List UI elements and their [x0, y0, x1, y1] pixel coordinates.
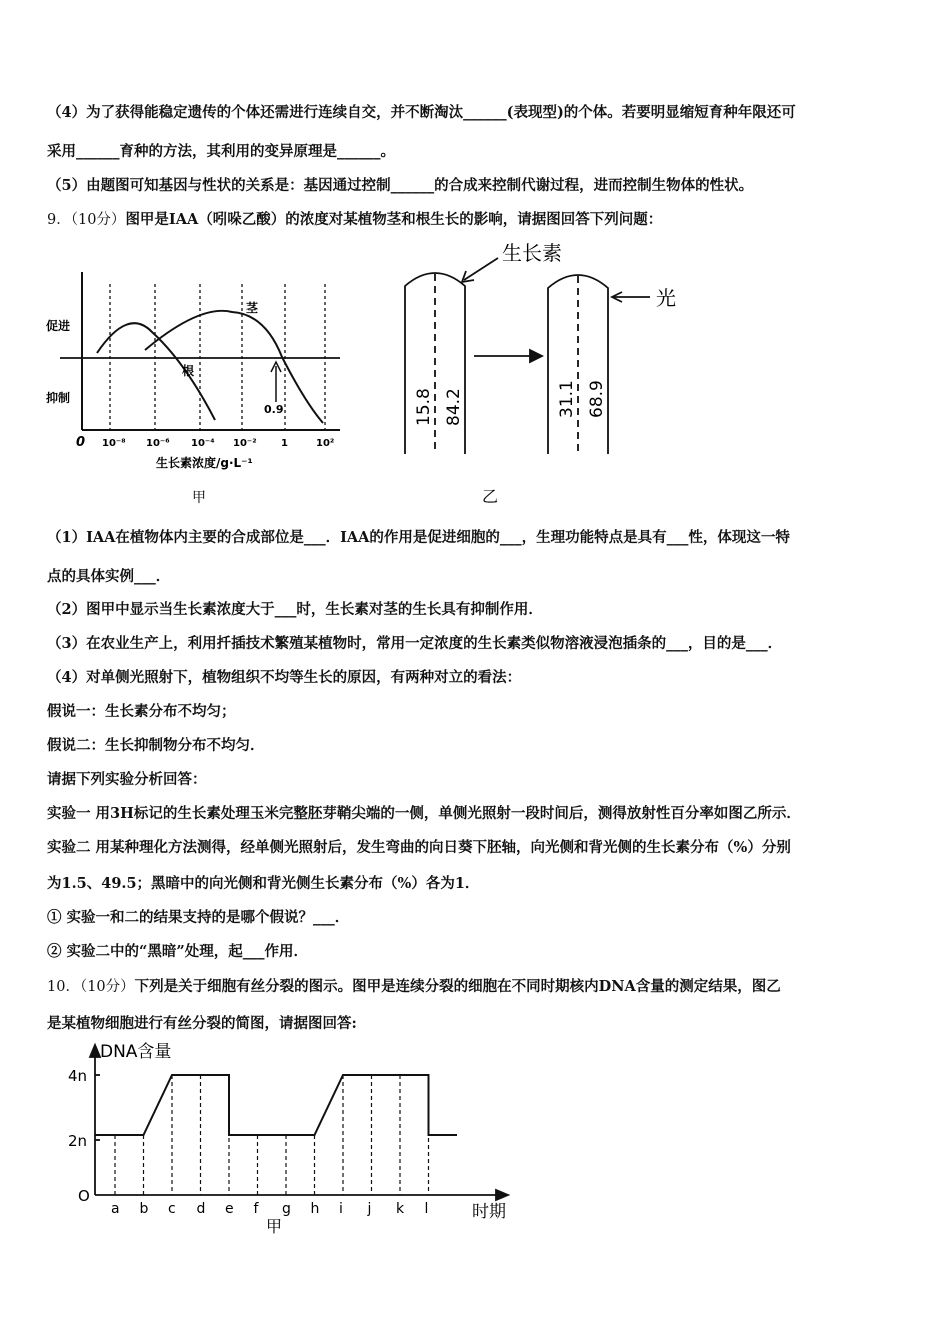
q10-number: 10．（10分） — [47, 979, 135, 995]
dna-caption: 甲 — [266, 1217, 283, 1236]
yi-light-label: 光 — [656, 286, 676, 310]
jia-origin-label: 0 — [76, 435, 86, 450]
yi-left-value-a: 15.8 — [414, 388, 434, 426]
yi-auxin-pointer — [464, 258, 498, 280]
q9-p1-line2: 点的具体实例___． — [47, 568, 171, 585]
q9-sub-1: ① 实验一和二的结果支持的是哪个假说？___． — [47, 909, 350, 926]
q9-p2: （2）图甲中显示当生长素浓度大于___时，生长素对茎的生长具有抑制作用． — [47, 601, 543, 618]
jia-root-label: 根 — [182, 364, 195, 378]
yi-auxin-label: 生长素 — [502, 241, 562, 265]
dna-x-tick-j: j — [367, 1201, 372, 1217]
q9-hypothesis-1: 假说一：生长素分布不均匀； — [47, 703, 236, 720]
dna-x-tick-e: e — [225, 1201, 234, 1217]
dna-x-tick-g: g — [282, 1201, 291, 1217]
q9-p1-line1: （1）IAA在植物体内主要的合成部位是___．IAA的作用是促进细胞的___，生理功能特点是具有___性，体现这一特 — [47, 529, 790, 546]
jia-inhibit-label: 抑制 — [46, 391, 71, 405]
jia-tick-label: 10² — [316, 438, 335, 449]
q9-experiment-1: 实验一 用3H标记的生长素处理玉米完整胚芽鞘尖端的一侧，单侧光照射一段时间后，测得放射性百分率如图乙所示． — [47, 805, 801, 822]
q8-p5: （5）由题图可知基因与性状的关系是：基因通过控制______的合成来控制代谢过程，进而控制生物体的性状。 — [47, 177, 754, 194]
dna-x-tick-d: d — [196, 1201, 206, 1217]
dna-2n-label: 2n — [68, 1132, 88, 1150]
figure-yi — [390, 238, 710, 510]
dna-x-arrowhead — [496, 1190, 508, 1200]
dna-series-line — [95, 1075, 457, 1135]
dna-4n-label: 4n — [68, 1067, 88, 1085]
dna-origin-label: O — [78, 1187, 90, 1205]
dna-y-arrowhead — [90, 1045, 100, 1057]
q9-stem-text: 图甲是IAA（吲哚乙酸）的浓度对某植物茎和根生长的影响，请据图回答下列问题： — [125, 211, 663, 228]
dna-x-tick-b: b — [139, 1201, 149, 1217]
yi-process-arrowhead — [530, 350, 542, 362]
q9-ask: 请据下列实验分析回答： — [47, 771, 207, 788]
yi-right-value-b: 68.9 — [587, 380, 607, 418]
q9-experiment-2-line1: 实验二 用某种理化方法测得，经单侧光照射后，发生弯曲的向日葵下胚轴，向光侧和背光侧的生长素分布（%）分别 — [47, 839, 791, 856]
dna-x-label: 时期 — [472, 1202, 506, 1222]
yi-caption: 乙 — [482, 487, 499, 506]
jia-stem-curve — [145, 311, 323, 423]
jia-caption: 甲 — [192, 490, 206, 506]
dna-x-tick-i: i — [339, 1201, 343, 1217]
jia-marker-label: 0.9 — [264, 403, 284, 416]
q9-p3: （3）在农业生产上，利用扦插技术繁殖某植物时，常用一定浓度的生长素类似物溶液浸泡插条的___，目的是___． — [47, 635, 783, 652]
q8-p4-line2: 采用______育种的方法，其利用的变异原理是______。 — [47, 143, 395, 160]
jia-stem-label: 茎 — [246, 301, 259, 315]
dna-x-tick-f: f — [253, 1201, 259, 1217]
q9-number: 9．（10分） — [47, 212, 126, 228]
jia-tick-label: 10⁻⁶ — [146, 438, 170, 449]
dna-content-chart — [60, 1035, 530, 1245]
jia-root-curve — [97, 323, 215, 420]
yi-right-value-a: 31.1 — [557, 380, 577, 418]
dna-y-label: DNA含量 — [100, 1042, 172, 1062]
q9-experiment-2-line2: 为1.5、49.5；黑暗中的向光侧和背光侧生长素分布（%）各为1． — [47, 875, 480, 892]
jia-x-label: 生长素浓度/g·L⁻¹ — [156, 456, 253, 470]
figure-jia — [40, 262, 350, 512]
q9-sub-2: ② 实验二中的“黑暗”处理，起___作用． — [47, 943, 308, 960]
dna-x-tick-h: h — [310, 1201, 320, 1217]
jia-tick-label: 10⁻² — [233, 438, 257, 449]
q8-p4-line1: （4）为了获得能稳定遗传的个体还需进行连续自交，并不断淘汰______(表现型)的个体。若要明显缩短育种年限还可 — [47, 104, 796, 121]
jia-tick-label: 10⁻⁸ — [102, 438, 126, 449]
q9-p4: （4）对单侧光照射下，植物组织不均等生长的原因，有两种对立的看法： — [47, 669, 522, 686]
yi-left-value-b: 84.2 — [444, 388, 464, 426]
dna-x-tick-c: c — [168, 1201, 176, 1217]
jia-tick-label: 1 — [281, 438, 288, 449]
jia-tick-label: 10⁻⁴ — [191, 438, 215, 449]
dna-x-tick-k: k — [396, 1201, 405, 1217]
q9-hypothesis-2: 假说二：生长抑制物分布不均匀． — [47, 737, 265, 754]
jia-promote-label: 促进 — [46, 319, 71, 333]
q9-stem — [47, 208, 662, 229]
q10-stem-line1 — [47, 975, 781, 996]
dna-x-tick-l: l — [424, 1201, 429, 1217]
dna-x-tick-a: a — [111, 1201, 120, 1217]
q10-stem-line2: 是某植物细胞进行有丝分裂的简图，请据图回答: — [47, 1015, 357, 1032]
q10-stem-text: 下列是关于细胞有丝分裂的图示。图甲是连续分裂的细胞在不同时期核内DNA含量的测定结果，图乙 — [134, 978, 781, 995]
